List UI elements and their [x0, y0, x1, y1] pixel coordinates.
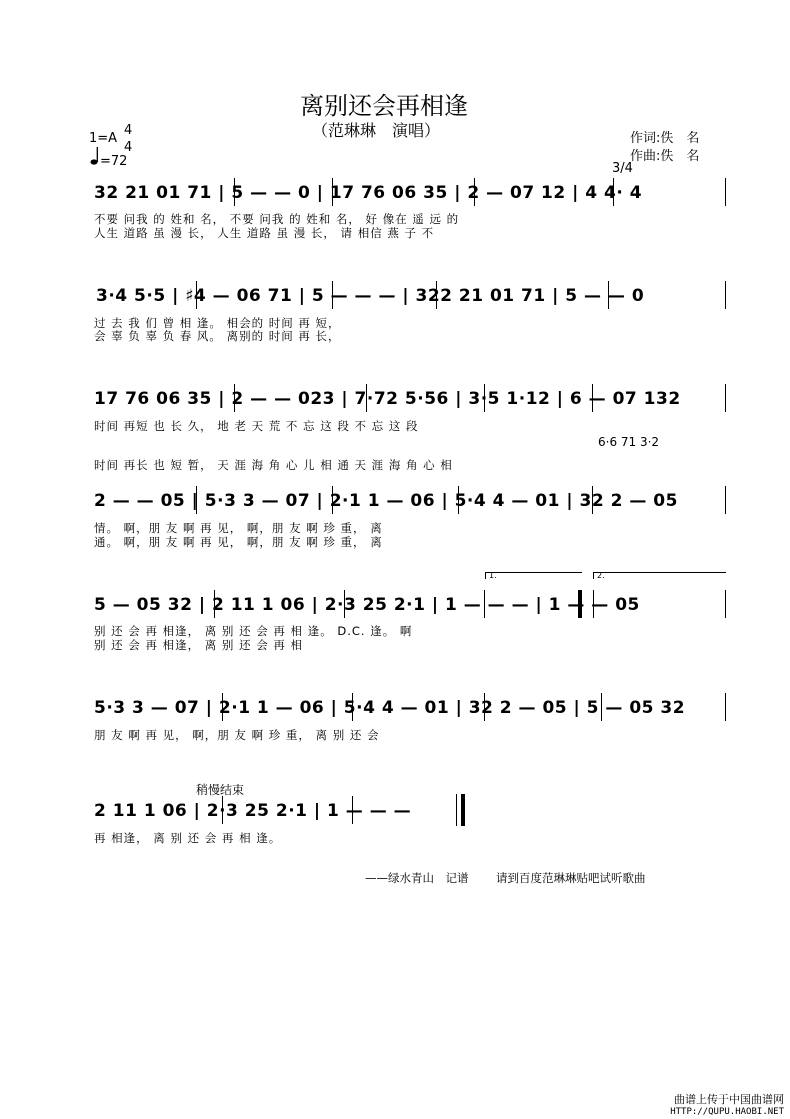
bar-line	[332, 281, 333, 309]
source-watermark: 曲谱上传于中国曲谱网 HTTP://QUPU.HAOBI.NET	[670, 1093, 784, 1117]
lyric-line: 别 还 会 再 相逢， 离 别 还 会 再 相 逢。 D.C. 逢。 啊	[94, 624, 413, 638]
bar-line	[344, 590, 345, 618]
lyric-line: 不要 问我 的 姓和 名， 不要 问我 的 姓和 名， 好 像在 遥 远 的	[94, 212, 460, 226]
bar-line	[484, 693, 485, 721]
bar-line	[352, 693, 353, 721]
key-signature: 1=A	[89, 131, 118, 146]
alternate-notation: 6·6 71 3·2	[598, 435, 660, 449]
time-signature-change: 3/4	[612, 161, 633, 176]
bar-line	[725, 281, 726, 309]
notation-line: 2 — — 05 | 5·3 3 — 07 | 2·1 1 — 06 | 5·4 4 — 01 | 32 2 — 05	[94, 491, 678, 511]
transcriber-credit: ——绿水青山 记谱	[365, 871, 469, 885]
bar-line	[484, 590, 485, 618]
listen-note: 请到百度范琳琳贴吧试听歌曲	[496, 871, 646, 885]
notation-line: 5·3 3 — 07 | 2·1 1 — 06 | 5·4 4 — 01 | 32 2 — 05 | 5 — 05 32	[94, 698, 686, 718]
bar-line	[608, 281, 609, 309]
final-bar-line-thick	[461, 794, 465, 826]
tempo-change-marking: 稍慢结束	[196, 783, 245, 797]
bar-line	[436, 281, 437, 309]
bar-line	[222, 796, 223, 824]
time-signature-top: 4	[124, 123, 133, 138]
bar-line	[196, 486, 197, 514]
bar-line	[352, 796, 353, 824]
bar-line	[725, 178, 726, 206]
lyric-line: 别 还 会 再 相逢， 离 别 还 会 再 相	[94, 638, 304, 652]
bar-line	[725, 486, 726, 514]
bar-line	[592, 486, 593, 514]
lyric-line: 过 去 我 们 曾 相 逢。 相会的 时间 再 短，	[94, 316, 341, 330]
notation-line: 5 — 05 32 | 2 11 1 06 | 2·3 25 2·1 | 1 — — — | 1 — — 05	[94, 595, 640, 615]
bar-line	[725, 384, 726, 412]
lyric-line: 通。 啊，朋 友 啊 再 见， 啊，朋 友 啊 珍 重， 离	[94, 535, 383, 549]
bar-line	[222, 693, 223, 721]
bar-line	[592, 384, 593, 412]
bar-line	[234, 384, 235, 412]
notation-line: 17 76 06 35 | 2 — — 023 | 7·72 5·56 | 3·5 1·12 | 6 — 07 132	[94, 389, 681, 409]
lyric-line: 时间 再短 也 长 久， 地 老 天 荒 不 忘 这 段 不 忘 这 段	[94, 419, 419, 433]
final-bar-line-thin	[456, 794, 457, 826]
score-subtitle: （范琳琳 演唱）	[312, 121, 441, 140]
lyric-line: 人生 道路 虽 漫 长， 人生 道路 虽 漫 长， 请 相信 燕 子 不	[94, 226, 435, 240]
bar-line	[593, 590, 594, 618]
tempo-marking: =72	[100, 154, 128, 169]
lyric-line: 情。 啊，朋 友 啊 再 见， 啊，朋 友 啊 珍 重， 离	[94, 521, 383, 535]
bar-line	[458, 486, 459, 514]
bar-line	[332, 486, 333, 514]
bar-line	[332, 178, 333, 206]
repeat-bar-line	[578, 590, 582, 618]
bar-line	[234, 178, 235, 206]
composer-credit: 作曲:佚 名	[630, 149, 700, 164]
volta-bracket-second: 2.	[593, 572, 726, 579]
lyric-line: 时间 再长 也 短 暂， 天 涯 海 角 心 儿 相 通 天 涯 海 角 心 相	[94, 458, 453, 472]
lyric-line: 会 辜 负 辜 负 春 风。 离别的 时间 再 长，	[94, 329, 341, 343]
bar-line	[484, 384, 485, 412]
notation-line: 2 11 1 06 | 2·3 25 2·1 | 1 — — —	[94, 801, 412, 821]
lyric-line: 再 相逢， 离 别 还 会 再 相 逢。	[94, 831, 282, 845]
bar-line	[196, 281, 197, 309]
bar-line	[725, 590, 726, 618]
bar-line	[214, 590, 215, 618]
bar-line	[474, 178, 475, 206]
lyric-line: 朋 友 啊 再 见， 啊，朋 友 啊 珍 重， 离 别 还 会	[94, 728, 380, 742]
bar-line	[613, 178, 614, 206]
notation-line: 32 21 01 71 | 5 — — 0 | 17 76 06 35 | 2 — 07 12 | 4 4· 4	[94, 183, 643, 203]
score-title: 离别还会再相逢	[300, 92, 468, 120]
quarter-note-icon	[90, 146, 100, 166]
notation-line: 3·4 5·5 | ♯4 — 06 71 | 5 — — — | 322 21 01 71 | 5 — — 0	[96, 286, 645, 306]
lyricist-credit: 作词:佚 名	[630, 131, 700, 146]
bar-line	[601, 693, 602, 721]
bar-line	[725, 693, 726, 721]
bar-line	[366, 384, 367, 412]
time-signature-bottom: 4	[124, 140, 133, 155]
volta-bracket-first: 1.	[485, 572, 582, 579]
